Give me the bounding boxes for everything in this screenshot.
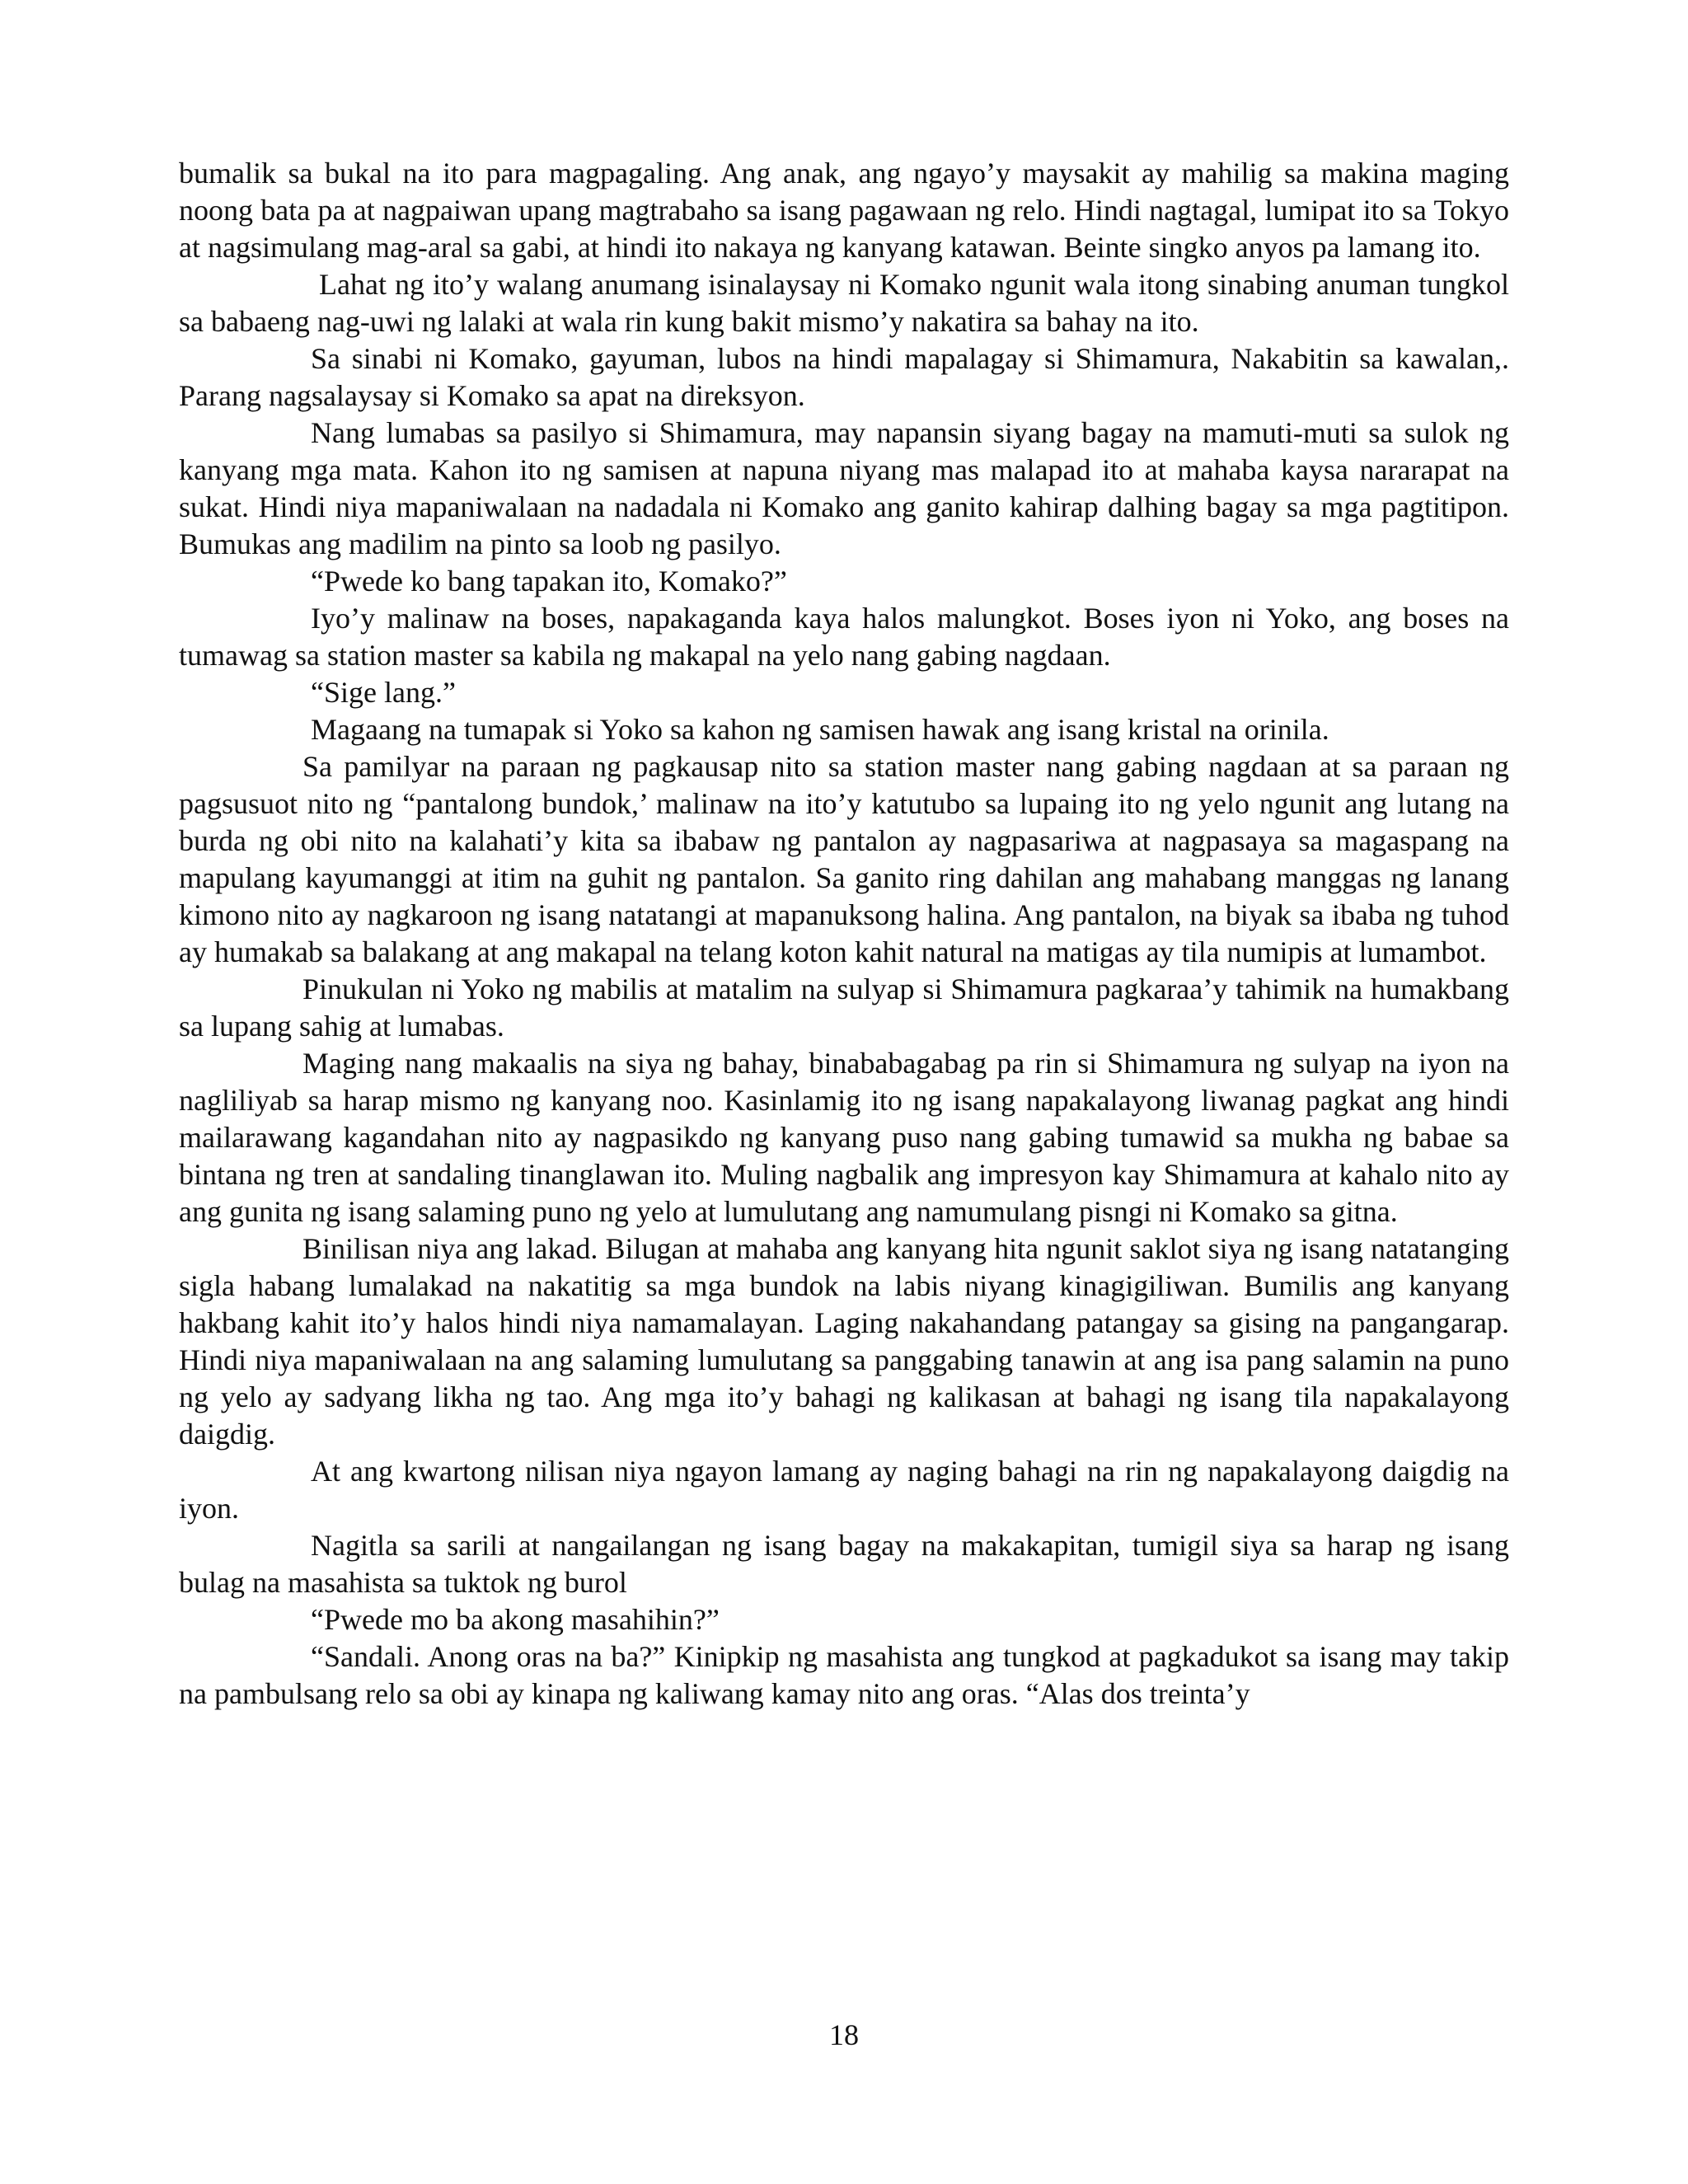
paragraph-5: “Pwede ko bang tapakan ito, Komako?” bbox=[311, 565, 787, 598]
paragraph-4: Nang lumabas sa pasilyo si Shimamura, may napansin siyang bagay na mamuti-muti sa sulok ng kanyang mga mata. Kahon ito ng samisen at napuna niyang mas malapad ito at mahaba kaysa nararapat na sukat. Hindi niya mapaniwalaan na nadadala ni Komako ang ganito kahirap dalhing bagay sa mga pagtitipon. Bumukas ang madilim na pinto sa loob ng pasilyo. bbox=[179, 416, 1509, 560]
paragraph-2: Lahat ng ito’y walang anumang isinalaysay ni Komako ngunit wala itong sinabing anuman tungkol sa babaeng nag-uwi ng lalaki at wala rin kung bakit mismo’y nakatira sa bahay na ito. bbox=[179, 268, 1509, 338]
body-text bbox=[179, 155, 1509, 1713]
paragraph-1: bumalik sa bukal na ito para magpagaling. Ang anak, ang ngayo’y maysakit ay mahilig sa makina maging noong bata pa at nagpaiwan upang magtrabaho sa isang pagawaan ng relo. Hindi nagtagal, lumipat ito sa Tokyo at nagsimulang mag-aral sa gabi, at hindi ito nakaya ng kanyang katawan. Beinte singko anyos pa lamang ito. bbox=[179, 157, 1509, 264]
paragraph-15: “Pwede mo ba akong masahihin?” bbox=[311, 1603, 720, 1636]
paragraph-16: “Sandali. Anong oras na ba?” Kinipkip ng masahista ang tungkod at pagkadukot sa isang may takip na pambulsang relo sa obi ay kinapa ng kaliwang kamay nito ang oras. “Alas dos treinta’y bbox=[179, 1640, 1509, 1710]
paragraph-11: Maging nang makaalis na siya ng bahay, binababagabag pa rin si Shimamura ng sulyap na iyon na nagliliyab sa harap mismo ng kanyang noo. Kasinlamig ito ng isang napakalayong liwanag pagkat ang hindi mailarawang kagandahan nito ay nagpasikdo ng kanyang puso nang gabing tumawid sa mukha ng babae sa bintana ng tren at sandaling tinanglawan ito. Muling nagbalik ang impresyon kay Shimamura at kahalo nito ay ang gunita ng isang salaming puno ng yelo at lumulutang ang namumulang pisngi ni Komako sa gitna. bbox=[179, 1047, 1509, 1228]
paragraph-10: Pinukulan ni Yoko ng mabilis at matalim na sulyap si Shimamura pagkaraa’y tahimik na humakbang sa lupang sahig at lumabas. bbox=[179, 972, 1509, 1043]
paragraph-8: Magaang na tumapak si Yoko sa kahon ng samisen hawak ang isang kristal na orinila. bbox=[311, 713, 1329, 746]
paragraph-12: Binilisan niya ang lakad. Bilugan at mahaba ang kanyang hita ngunit saklot siya ng isang natatanging sigla habang lumalakad na nakatitig sa mga bundok na labis niyang kinagigiliwan. Bumilis ang kanyang hakbang kahit ito’y halos hindi niya namamalayan. Laging nakahandang patangay sa gising na pangangarap. Hindi niya mapaniwalaan na ang salaming lumulutang sa panggabing tanawin at ang isa pang salamin na puno ng yelo ay sadyang likha ng tao. Ang mga ito’y bahagi ng kalikasan at bahagi ng isang tila napakalayong daigdig. bbox=[179, 1232, 1509, 1451]
paragraph-7: “Sige lang.” bbox=[311, 676, 456, 709]
paragraph-6: Iyo’y malinaw na boses, napakaganda kaya halos malungkot. Boses iyon ni Yoko, ang boses na tumawag sa station master sa kabila ng makapal na yelo nang gabing nagdaan. bbox=[179, 602, 1509, 672]
paragraph-3: Sa sinabi ni Komako, gayuman, lubos na hindi mapalagay si Shimamura, Nakabitin sa kawalan,. Parang nagsalaysay si Komako sa apat na direksyon. bbox=[179, 342, 1509, 412]
page-number: 18 bbox=[829, 2018, 859, 2051]
paragraph-9: Sa pamilyar na paraan ng pagkausap nito sa station master nang gabing nagdaan at sa paraan ng pagsusuot nito ng “pantalong bundok,’ malinaw na ito’y katutubo sa lupaing ito ng yelo ngunit ang lutang na burda ng obi nito na kalahati’y kita sa ibabaw ng pantalon ay nagpasariwa at nagpasaya sa magaspang na mapulang kayumanggi at itim na guhit ng pantalon. Sa ganito ring dahilan ang mahabang manggas ng lanang kimono nito ay nagkaroon ng isang natatangi at mapanuksong halina. Ang pantalon, na biyak sa ibaba ng tuhod ay humakab sa balakang at ang makapal na telang koton kahit natural na matigas ay tila numipis at lumambot. bbox=[179, 750, 1509, 968]
paragraph-14: Nagitla sa sarili at nangailangan ng isang bagay na makakapitan, tumigil siya sa harap ng isang bulag na masahista sa tuktok ng burol bbox=[179, 1529, 1509, 1599]
paragraph-13: At ang kwartong nilisan niya ngayon lamang ay naging bahagi na rin ng napakalayong daigdig na iyon. bbox=[179, 1455, 1509, 1525]
